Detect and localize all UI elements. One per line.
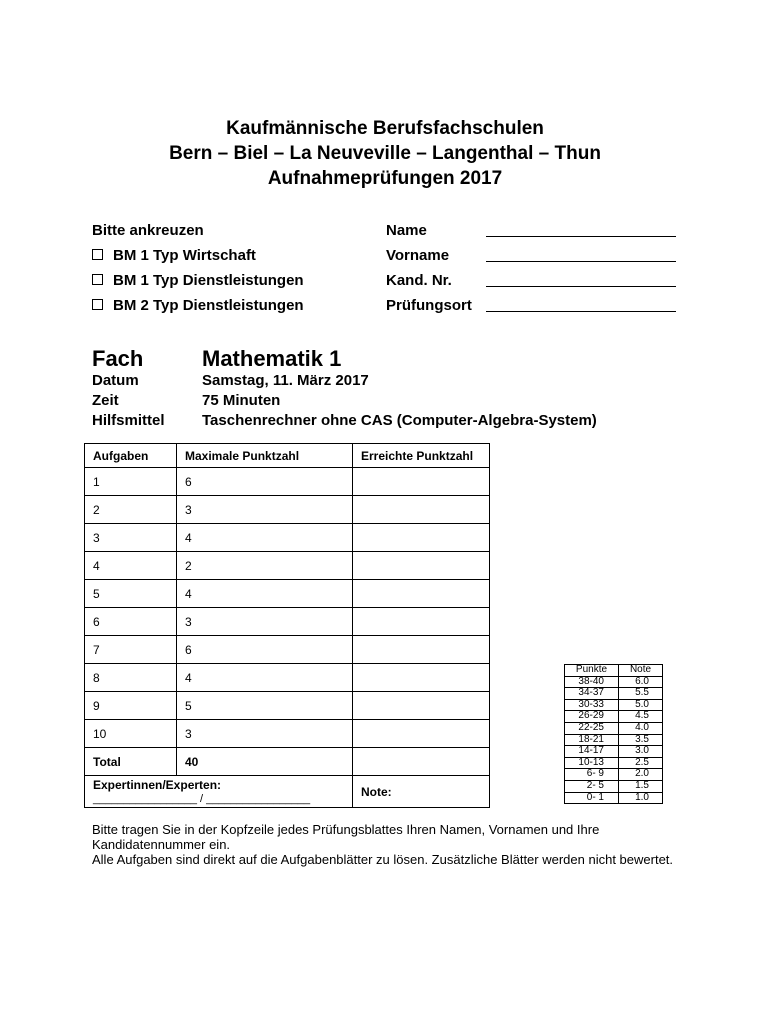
table-row (85, 608, 490, 636)
grade-value: 1.0 (619, 792, 663, 804)
total-max-points: 40 (177, 748, 353, 776)
table-row (85, 692, 490, 720)
points-range: 0- 1 (565, 792, 619, 804)
achieved-points-cell[interactable] (353, 692, 490, 720)
points-range: 10-13 (565, 757, 619, 769)
header-punkte: Punkte (565, 665, 619, 677)
experts-row (85, 776, 490, 808)
points-range: 6- 9 (565, 769, 619, 781)
table-row (85, 580, 490, 608)
grade-row (565, 711, 663, 723)
grade-row (565, 676, 663, 688)
achieved-points-cell[interactable] (353, 524, 490, 552)
achieved-points-cell[interactable] (353, 552, 490, 580)
max-points: 6 (177, 636, 353, 664)
points-range: 38-40 (565, 676, 619, 688)
total-achieved-cell[interactable] (353, 748, 490, 776)
instruction-solve-on-sheets: Alle Aufgaben sind direkt auf die Aufgabenblätter zu lösen. Zusätzliche Blätter werden nicht bewertet. (92, 852, 674, 867)
instruction-header-info: Bitte tragen Sie in der Kopfzeile jedes Prüfungsblattes Ihren Namen, Vornamen und Ihre Kandidatennummer ein. (92, 822, 600, 852)
checkbox-icon[interactable] (92, 274, 103, 285)
header-note: Note (619, 665, 663, 677)
vorname-field-line[interactable] (486, 261, 676, 262)
achieved-points-cell[interactable] (353, 664, 490, 692)
option-label: BM 1 Typ Dienstleistungen (113, 272, 304, 289)
task-number: 9 (85, 692, 177, 720)
grade-value: 2.5 (619, 757, 663, 769)
total-label: Total (85, 748, 177, 776)
score-table (84, 443, 490, 808)
table-row (85, 664, 490, 692)
task-number: 3 (85, 524, 177, 552)
field-label-kand-nr: Kand. Nr. (386, 272, 452, 289)
grade-row (565, 688, 663, 700)
max-points: 2 (177, 552, 353, 580)
table-row (85, 720, 490, 748)
datum-value: Samstag, 11. März 2017 (202, 372, 369, 389)
grade-row (565, 722, 663, 734)
checkbox-icon[interactable] (92, 249, 103, 260)
note-cell[interactable] (353, 776, 490, 808)
points-range: 18-21 (565, 734, 619, 746)
document-header (0, 116, 770, 191)
option-bm2-dienstleistungen[interactable] (92, 297, 304, 314)
points-range: 14-17 (565, 746, 619, 758)
max-points: 4 (177, 664, 353, 692)
instructions (92, 822, 692, 867)
grade-row (565, 746, 663, 758)
table-row (85, 524, 490, 552)
points-range: 26-29 (565, 711, 619, 723)
achieved-points-cell[interactable] (353, 468, 490, 496)
achieved-points-cell[interactable] (353, 608, 490, 636)
option-label: BM 1 Typ Wirtschaft (113, 247, 256, 264)
header-aufgaben: Aufgaben (85, 444, 177, 468)
task-number: 5 (85, 580, 177, 608)
name-field-line[interactable] (486, 236, 676, 237)
grade-row (565, 699, 663, 711)
task-number: 10 (85, 720, 177, 748)
option-bm1-dienstleistungen[interactable] (92, 272, 304, 289)
max-points: 6 (177, 468, 353, 496)
pruefungsort-field-line[interactable] (486, 311, 676, 312)
experts-label: Expertinnen/Experten: (93, 777, 222, 792)
task-number: 8 (85, 664, 177, 692)
task-number: 2 (85, 496, 177, 524)
task-number: 1 (85, 468, 177, 496)
grade-value: 4.0 (619, 722, 663, 734)
experts-cell[interactable] (85, 776, 353, 808)
hilfsmittel-label: Hilfsmittel (92, 412, 165, 429)
points-range: 34-37 (565, 688, 619, 700)
experts-signature-line: _________________ / _________________ (93, 792, 311, 805)
header-exam-title: Aufnahmeprüfungen 2017 (267, 168, 503, 189)
table-row (85, 468, 490, 496)
grade-row (565, 769, 663, 781)
checkbox-icon[interactable] (92, 299, 103, 310)
checkbox-section-title: Bitte ankreuzen (92, 222, 204, 239)
max-points: 4 (177, 580, 353, 608)
field-label-pruefungsort: Prüfungsort (386, 297, 472, 314)
field-label-name: Name (386, 222, 427, 239)
table-row (85, 636, 490, 664)
grade-value: 4.5 (619, 711, 663, 723)
max-points: 3 (177, 496, 353, 524)
header-erreichte-punktzahl: Erreichte Punktzahl (353, 444, 490, 468)
grade-row (565, 780, 663, 792)
note-label: Note: (361, 784, 392, 799)
field-label-vorname: Vorname (386, 247, 450, 264)
task-number: 6 (85, 608, 177, 636)
grade-value: 1.5 (619, 780, 663, 792)
grade-scale-table (564, 664, 663, 804)
max-points: 3 (177, 608, 353, 636)
grade-value: 3.0 (619, 746, 663, 758)
hilfsmittel-value: Taschenrechner ohne CAS (Computer-Algebra-System) (202, 412, 597, 429)
max-points: 4 (177, 524, 353, 552)
achieved-points-cell[interactable] (353, 580, 490, 608)
points-range: 30-33 (565, 699, 619, 711)
grade-value: 6.0 (619, 676, 663, 688)
datum-label: Datum (92, 372, 139, 389)
grade-value: 3.5 (619, 734, 663, 746)
header-max-punktzahl: Maximale Punktzahl (177, 444, 353, 468)
grade-value: 5.5 (619, 688, 663, 700)
grade-row (565, 792, 663, 804)
grade-value: 2.0 (619, 769, 663, 781)
header-school: Kaufmännische Berufsfachschulen (226, 118, 544, 139)
grade-row (565, 734, 663, 746)
achieved-points-cell[interactable] (353, 636, 490, 664)
task-number: 4 (85, 552, 177, 580)
fach-label: Fach (92, 346, 144, 371)
grade-value: 5.0 (619, 699, 663, 711)
option-bm1-wirtschaft[interactable] (92, 247, 256, 264)
table-row (85, 552, 490, 580)
zeit-label: Zeit (92, 392, 119, 409)
zeit-value: 75 Minuten (202, 392, 281, 409)
score-table-header (85, 444, 490, 468)
grade-header (565, 665, 663, 677)
option-label: BM 2 Typ Dienstleistungen (113, 297, 304, 314)
task-number: 7 (85, 636, 177, 664)
achieved-points-cell[interactable] (353, 496, 490, 524)
total-row (85, 748, 490, 776)
header-locations: Bern – Biel – La Neuveville – Langenthal – Thun (169, 143, 601, 164)
achieved-points-cell[interactable] (353, 720, 490, 748)
kand-nr-field-line[interactable] (486, 286, 676, 287)
grade-row (565, 757, 663, 769)
fach-value: Mathematik 1 (202, 346, 342, 371)
points-range: 2- 5 (565, 780, 619, 792)
table-row (85, 496, 490, 524)
points-range: 22-25 (565, 722, 619, 734)
max-points: 5 (177, 692, 353, 720)
max-points: 3 (177, 720, 353, 748)
